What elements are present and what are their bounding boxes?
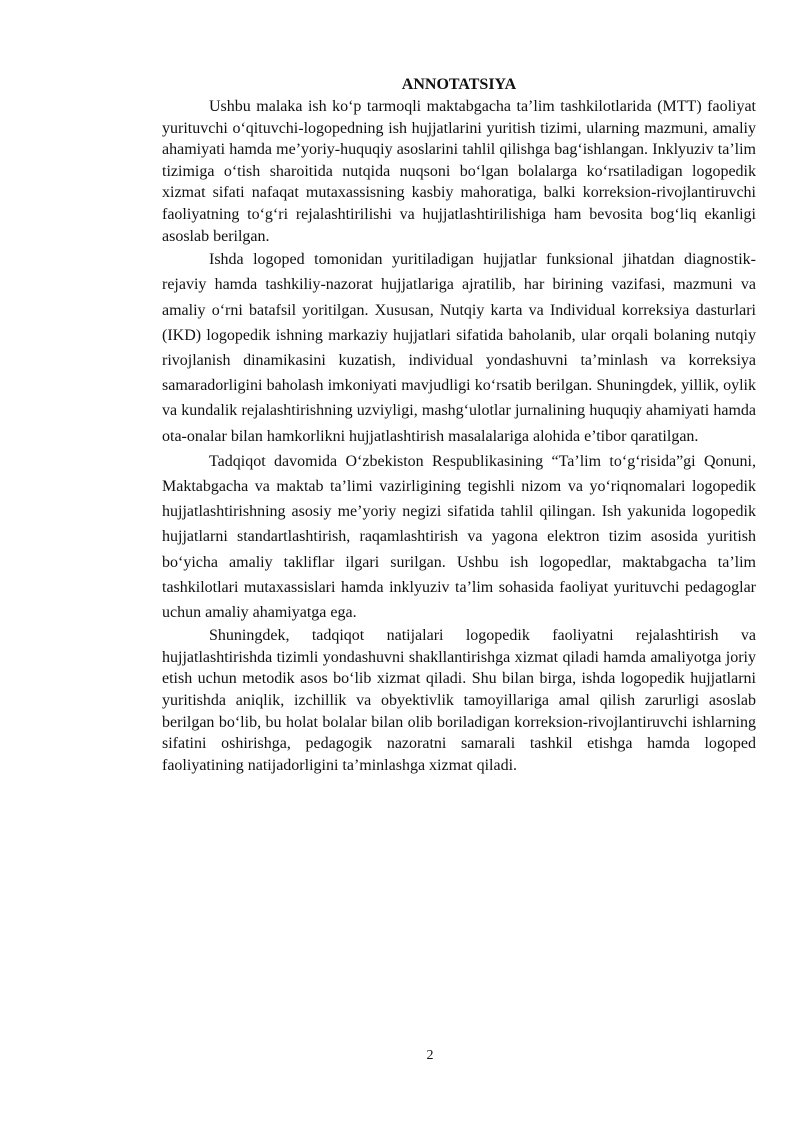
paragraph-2: Ishda logoped tomonidan yuritiladigan hujjatlar funksional jihatdan diagnostik-rejaviy hamda tashkiliy-nazorat hujjatlariga ajratilib, har birining vazifasi, mazmuni va amaliy o‘rni batafsil yoritilgan. Xususan, Nutqiy karta va Individual korreksiya dasturlari (IKD) logopedik ishning markaziy hujjatlari sifatida baholanib, ular orqali bolaning nutqiy rivojlanish dinamikasini kuzatish, individual yondashuvni ta’minlash va korreksiya samaradorligini baholash imkoniyati mavjudligi ko‘rsatib berilgan. Shuningdek, yillik, oylik va kundalik rejalashtirishning uzviyligi, mashg‘ulotlar jurnalining huquqiy ahamiyati hamda ota-onalar bilan hamkorlikni hujjatlashtirish masalalariga alohida e’tibor qaratilgan. bbox=[162, 251, 756, 445]
paragraph-1: Ushbu malaka ish ko‘p tarmoqli maktabgacha ta’lim tashkilotlarida (MTT) faoliyat yurituvchi o‘qituvchi-logopedning ish hujjatlarini yuritish tizimi, ularning mazmuni, amaliy ahamiyati hamda me’yoriy-huquqiy asoslarini tahlil qilishga bag‘ishlangan. Inklyuziv ta’lim tizimiga o‘tish sharoitida nutqida nuqsoni bo‘lgan bolalarga ko‘rsatiladigan logopedik xizmat sifati nafaqat mutaxassisning kasbiy mahoratiga, balki korreksion-rivojlantiruvchi faoliyatning to‘g‘ri rejalashtirilishi va hujjatlashtirilishiga ham bevosita bog‘liq ekanligi asoslab berilgan. bbox=[162, 98, 756, 245]
document-page bbox=[162, 74, 756, 776]
paragraph-4: Shuningdek, tadqiqot natijalari logopedik faoliyatni rejalashtirish va hujjatlashtirishda tizimli yondashuvni shakllantirishga xizmat qiladi hamda amaliyotga joriy etish uchun metodik asos bo‘lib xizmat qiladi. Shu bilan birga, ishda logopedik hujjatlarni yuritishda aniqlik, izchillik va obyektivlik tamoyillariga amal qilish zarurligi asoslab berilgan bo‘lib, bu holat bolalar bilan olib boriladigan korreksion-rivojlantiruvchi ishlarning sifatini oshirishga, pedagogik nazoratni samarali tashkil etishga hamda logoped faoliyatining natijadorligini ta’minlashga xizmat qiladi. bbox=[162, 627, 756, 774]
document-title: ANNOTATSIYA bbox=[401, 76, 517, 93]
page-number: 2 bbox=[426, 1048, 434, 1063]
paragraph-3: Tadqiqot davomida O‘zbekiston Respublikasining “Ta’lim to‘g‘risida”gi Qonuni, Maktabgacha va maktab ta’limi vazirligining tegishli nizom va yo‘riqnomalari logopedik hujjatlashtirishning asosiy me’yoriy negizi sifatida tahlil qilingan. Ish yakunida logopedik hujjatlarni standartlashtirish, raqamlashtirish va yagona elektron tizim asosida yuritish bo‘yicha amaliy takliflar ilgari surilgan. Ushbu ish logopedlar, maktabgacha ta’lim tashkilotlari mutaxassislari hamda inklyuziv ta’lim sohasida faoliyat yurituvchi pedagoglar uchun amaliy ahamiyatga ega. bbox=[162, 452, 756, 621]
